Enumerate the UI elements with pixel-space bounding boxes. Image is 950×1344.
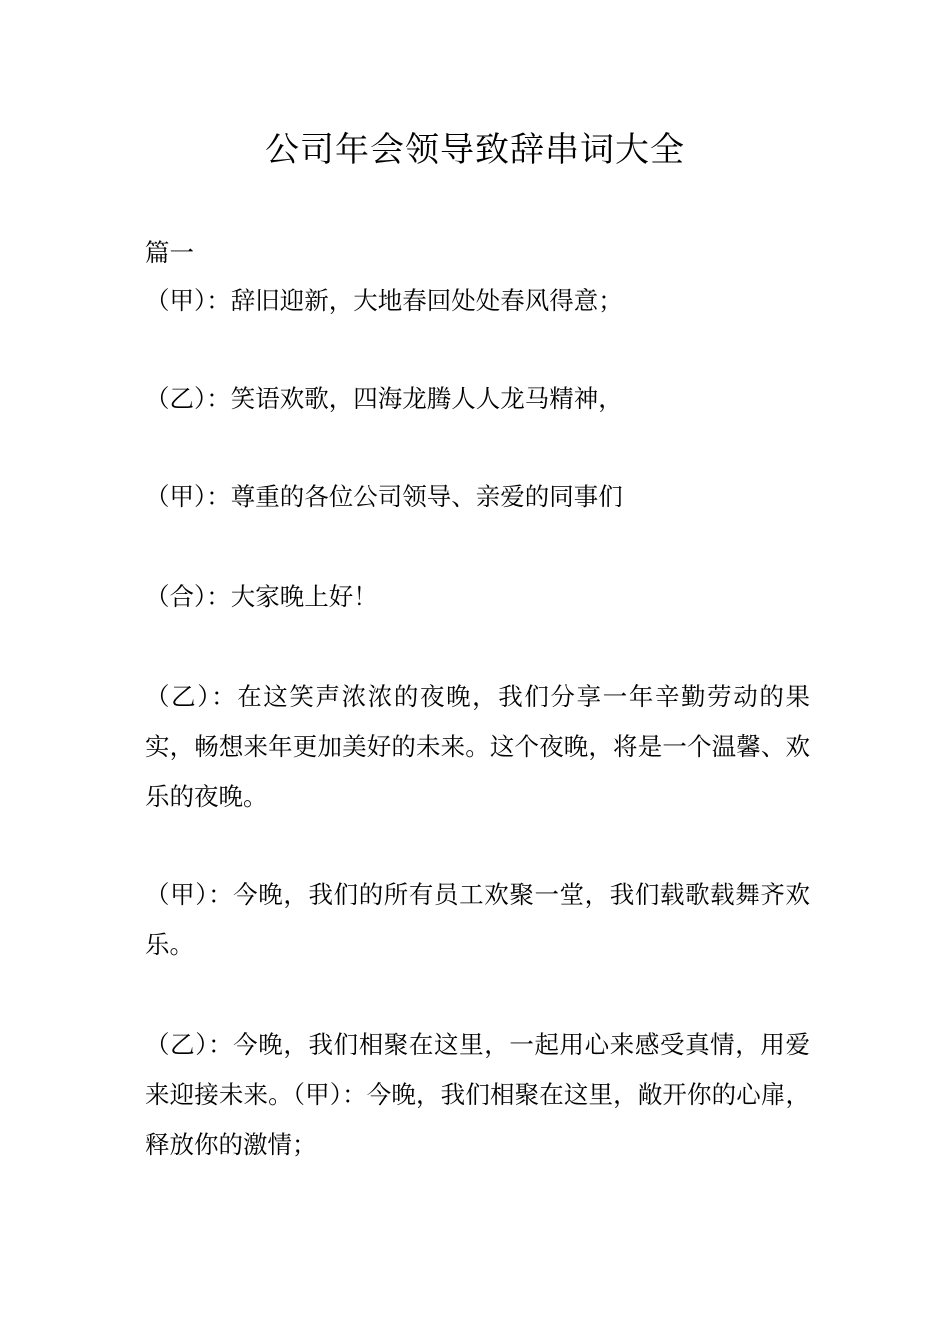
paragraph-3-block xyxy=(145,472,810,522)
paragraph-6-block xyxy=(145,870,810,970)
paragraph-7: （乙）：今晚，我们相聚在这里，一起用心来感受真情，用爱来迎接未来。（甲）：今晚，我们相聚在这里，敞开你的心扉，释放你的激情； xyxy=(145,1030,810,1159)
paragraph-4: （合）：大家晚上好！ xyxy=(145,582,378,611)
paragraph-1: （甲）：辞旧迎新，大地春回处处春风得意； xyxy=(145,286,623,315)
paragraph-2: （乙）：笑语欢歌，四海龙腾人人龙马精神， xyxy=(145,384,623,413)
section-heading-block xyxy=(145,228,810,278)
paragraph-5: （乙）：在这笑声浓浓的夜晚，我们分享一年辛勤劳动的果实，畅想来年更加美好的未来。这个夜晚，将是一个温馨、欢乐的夜晚。 xyxy=(145,682,810,811)
document-title: 公司年会领导致辞串词大全 xyxy=(265,130,685,170)
paragraph-2-block xyxy=(145,374,810,424)
paragraph-5-block xyxy=(145,672,810,822)
paragraph-3: （甲）：尊重的各位公司领导、亲爱的同事们 xyxy=(145,482,623,511)
paragraph-1-block xyxy=(145,276,810,326)
section-heading: 篇一 xyxy=(145,238,194,267)
paragraph-7-block xyxy=(145,1020,810,1170)
paragraph-6: （甲）：今晚，我们的所有员工欢聚一堂，我们载歌载舞齐欢乐。 xyxy=(145,880,810,959)
paragraph-4-block xyxy=(145,572,810,622)
